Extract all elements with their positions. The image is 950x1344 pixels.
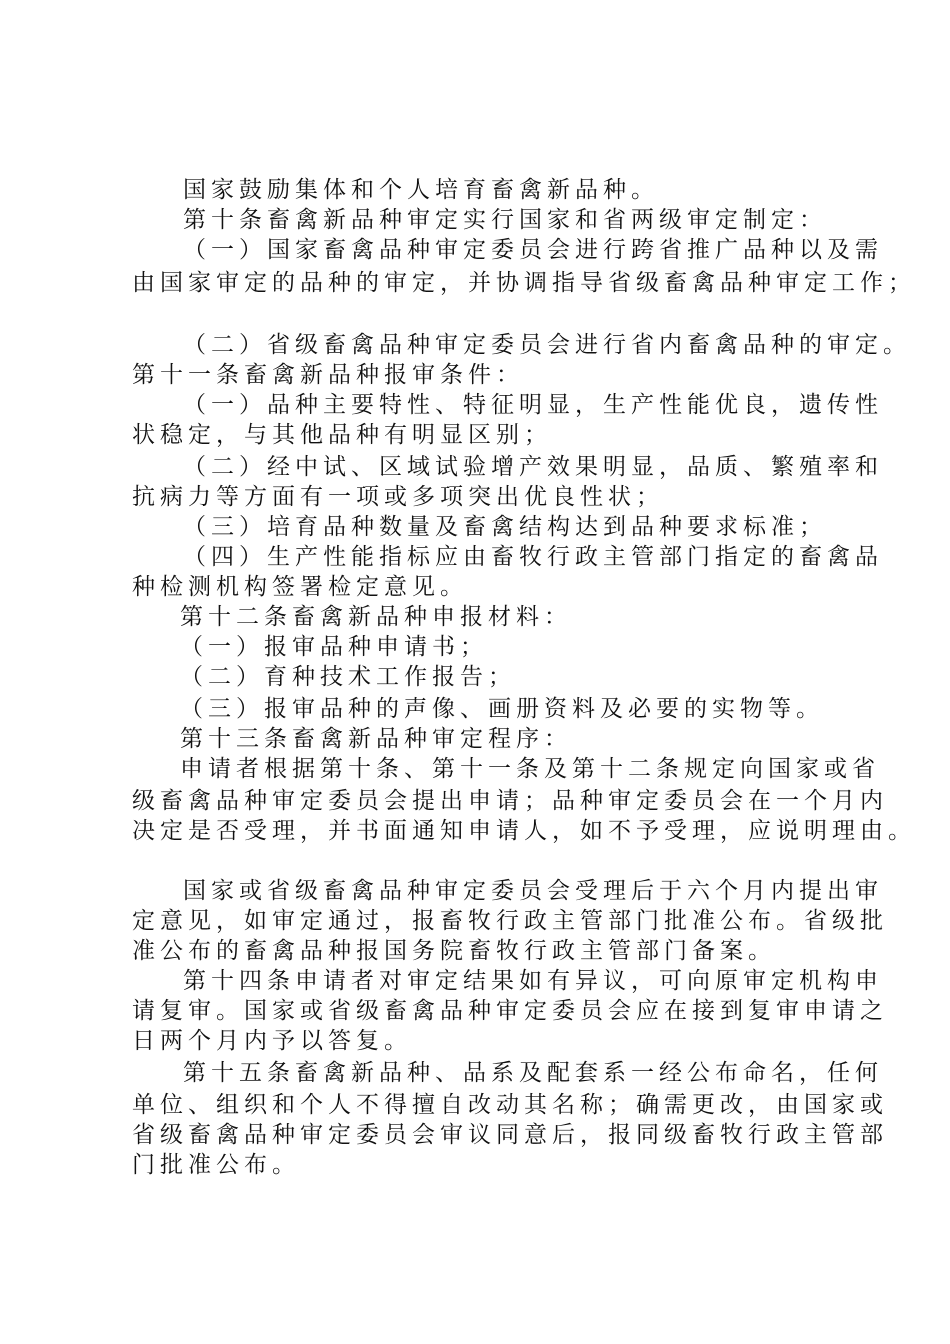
paragraph-line: （一）国家畜禽品种审定委员会进行跨省推广品种以及需 (183, 237, 883, 263)
paragraph-line: 请复审。国家或省级畜禽品种审定委员会应在接到复审申请之 (132, 998, 888, 1024)
paragraph-line: 种检测机构签署检定意见。 (132, 574, 468, 600)
paragraph-line: 国家或省级畜禽品种审定委员会受理后于六个月内提出审 (183, 878, 883, 904)
paragraph-line: 第十二条畜禽新品种申报材料： (180, 604, 572, 630)
paragraph-line: （四）生产性能指标应由畜牧行政主管部门指定的畜禽品 (183, 544, 883, 570)
paragraph-line: （一）品种主要特性、特征明显，生产性能优良，遗传性 (183, 392, 883, 418)
paragraph-line: 决定是否受理，并书面通知申请人，如不予受理，应说明理由。 (132, 818, 916, 844)
paragraph-line: （二）省级畜禽品种审定委员会进行省内畜禽品种的审定。 (183, 332, 911, 358)
paragraph-line: 申请者根据第十条、第十一条及第十二条规定向国家或省 (180, 756, 880, 782)
paragraph-line: 状稳定，与其他品种有明显区别； (132, 422, 552, 448)
paragraph-line: 抗病力等方面有一项或多项突出优良性状； (132, 484, 664, 510)
paragraph-line: 国家鼓励集体和个人培育畜禽新品种。 (183, 177, 659, 203)
paragraph-line: （三）报审品种的声像、画册资料及必要的实物等。 (180, 696, 824, 722)
paragraph-line: （二）经中试、区域试验增产效果明显，品质、繁殖率和 (183, 454, 883, 480)
paragraph-line: 准公布的畜禽品种报国务院畜牧行政主管部门备案。 (132, 938, 776, 964)
paragraph-line: 单位、组织和个人不得擅自改动其名称；确需更改，由国家或 (132, 1092, 888, 1118)
paragraph-line: 第十五条畜禽新品种、品系及配套系一经公布命名，任何 (183, 1060, 883, 1086)
paragraph-line: 第十三条畜禽新品种审定程序： (180, 726, 572, 752)
paragraph-line: 定意见，如审定通过，报畜牧行政主管部门批准公布。省级批 (132, 908, 888, 934)
paragraph-line: 日两个月内予以答复。 (132, 1028, 412, 1054)
paragraph-line: （一）报审品种申请书； (180, 634, 488, 660)
paragraph-line: 第十四条申请者对审定结果如有异议，可向原审定机构申 (183, 968, 883, 994)
paragraph-line: （二）育种技术工作报告； (180, 664, 516, 690)
paragraph-line: 省级畜禽品种审定委员会审议同意后，报同级畜牧行政主管部 (132, 1122, 888, 1148)
paragraph-line: 第十条畜禽新品种审定实行国家和省两级审定制定： (183, 207, 827, 233)
paragraph-line: 第十一条畜禽新品种报审条件： (132, 362, 524, 388)
paragraph-line: 由国家审定的品种的审定，并协调指导省级畜禽品种审定工作； (132, 270, 916, 296)
paragraph-line: （三）培育品种数量及畜禽结构达到品种要求标准； (183, 514, 827, 540)
paragraph-line: 级畜禽品种审定委员会提出申请；品种审定委员会在一个月内 (132, 788, 888, 814)
paragraph-line: 门批准公布。 (132, 1152, 300, 1178)
